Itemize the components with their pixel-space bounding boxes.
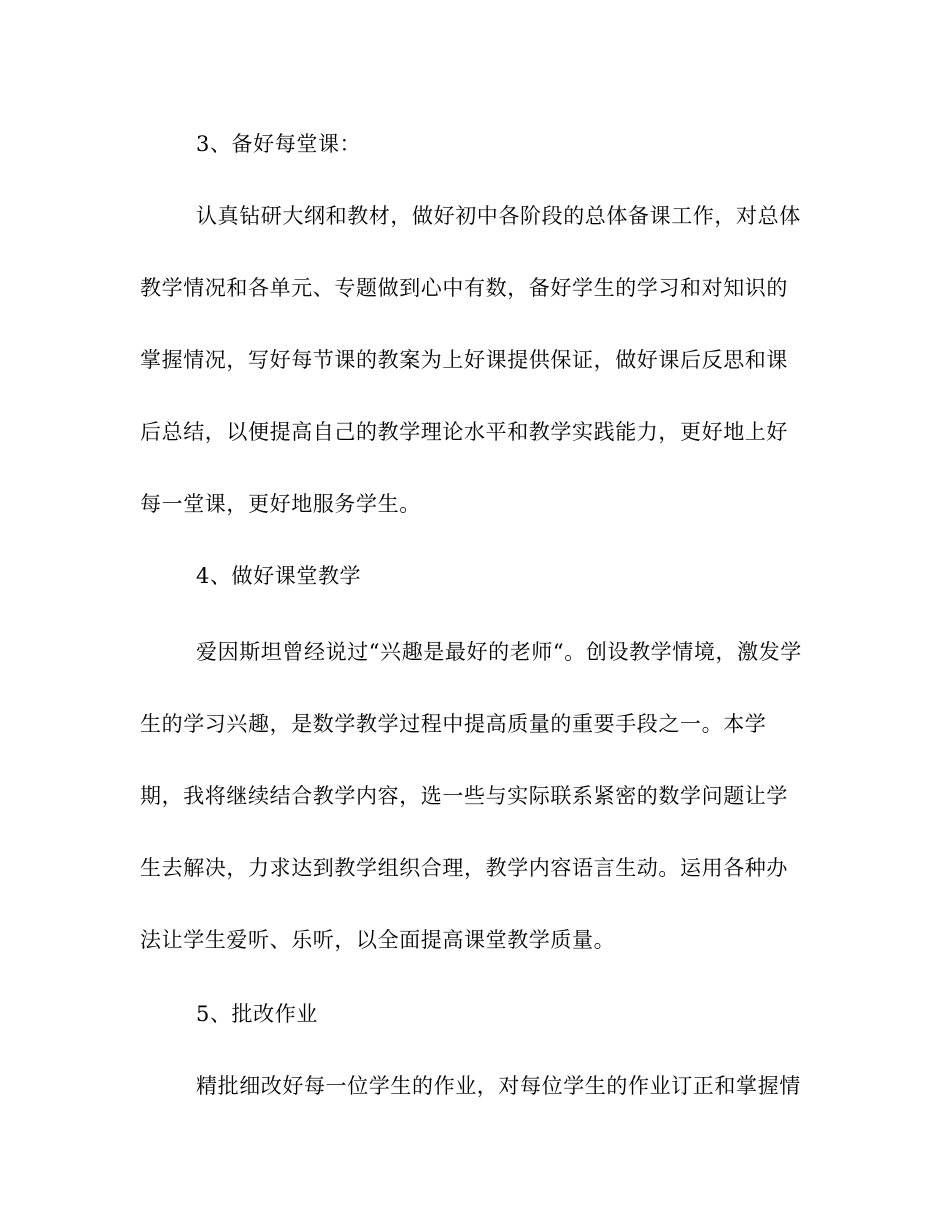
paragraph-line: 期，我将继续结合教学内容，选一些与实际联系紧密的数学问题让学 (140, 784, 788, 808)
paragraph-line: 生去解决，力求达到教学组织合理，教学内容语言生动。运用各种办 (140, 856, 788, 880)
paragraph-line: 生的学习兴趣，是数学教学过程中提高质量的重要手段之一。本学 (140, 712, 767, 736)
paragraph-line: 精批细改好每一位学生的作业，对每位学生的作业订正和掌握情 (196, 1074, 801, 1098)
paragraph-line: 后总结，以便提高自己的教学理论水平和教学实践能力，更好地上好 (140, 420, 788, 444)
paragraph-line: 掌握情况，写好每节课的教案为上好课提供保证，做好课后反思和课 (140, 348, 788, 372)
section-heading-3: 3、备好每堂课： (196, 132, 362, 156)
section-heading-4: 4、做好课堂教学 (196, 564, 362, 588)
paragraph-line: 每一堂课，更好地服务学生。 (140, 492, 421, 516)
section-heading-5: 5、批改作业 (196, 1002, 318, 1026)
paragraph-line: 法让学生爱听、乐听，以全面提高课堂教学质量。 (140, 928, 616, 952)
paragraph-line: 教学情况和各单元、专题做到心中有数，备好学生的学习和对知识的 (140, 276, 788, 300)
paragraph-line: 爱因斯坦曾经说过“兴趣是最好的老师“。创设教学情境，激发学 (196, 640, 802, 664)
paragraph-line: 认真钻研大纲和教材，做好初中各阶段的总体备课工作，对总体 (196, 204, 801, 228)
